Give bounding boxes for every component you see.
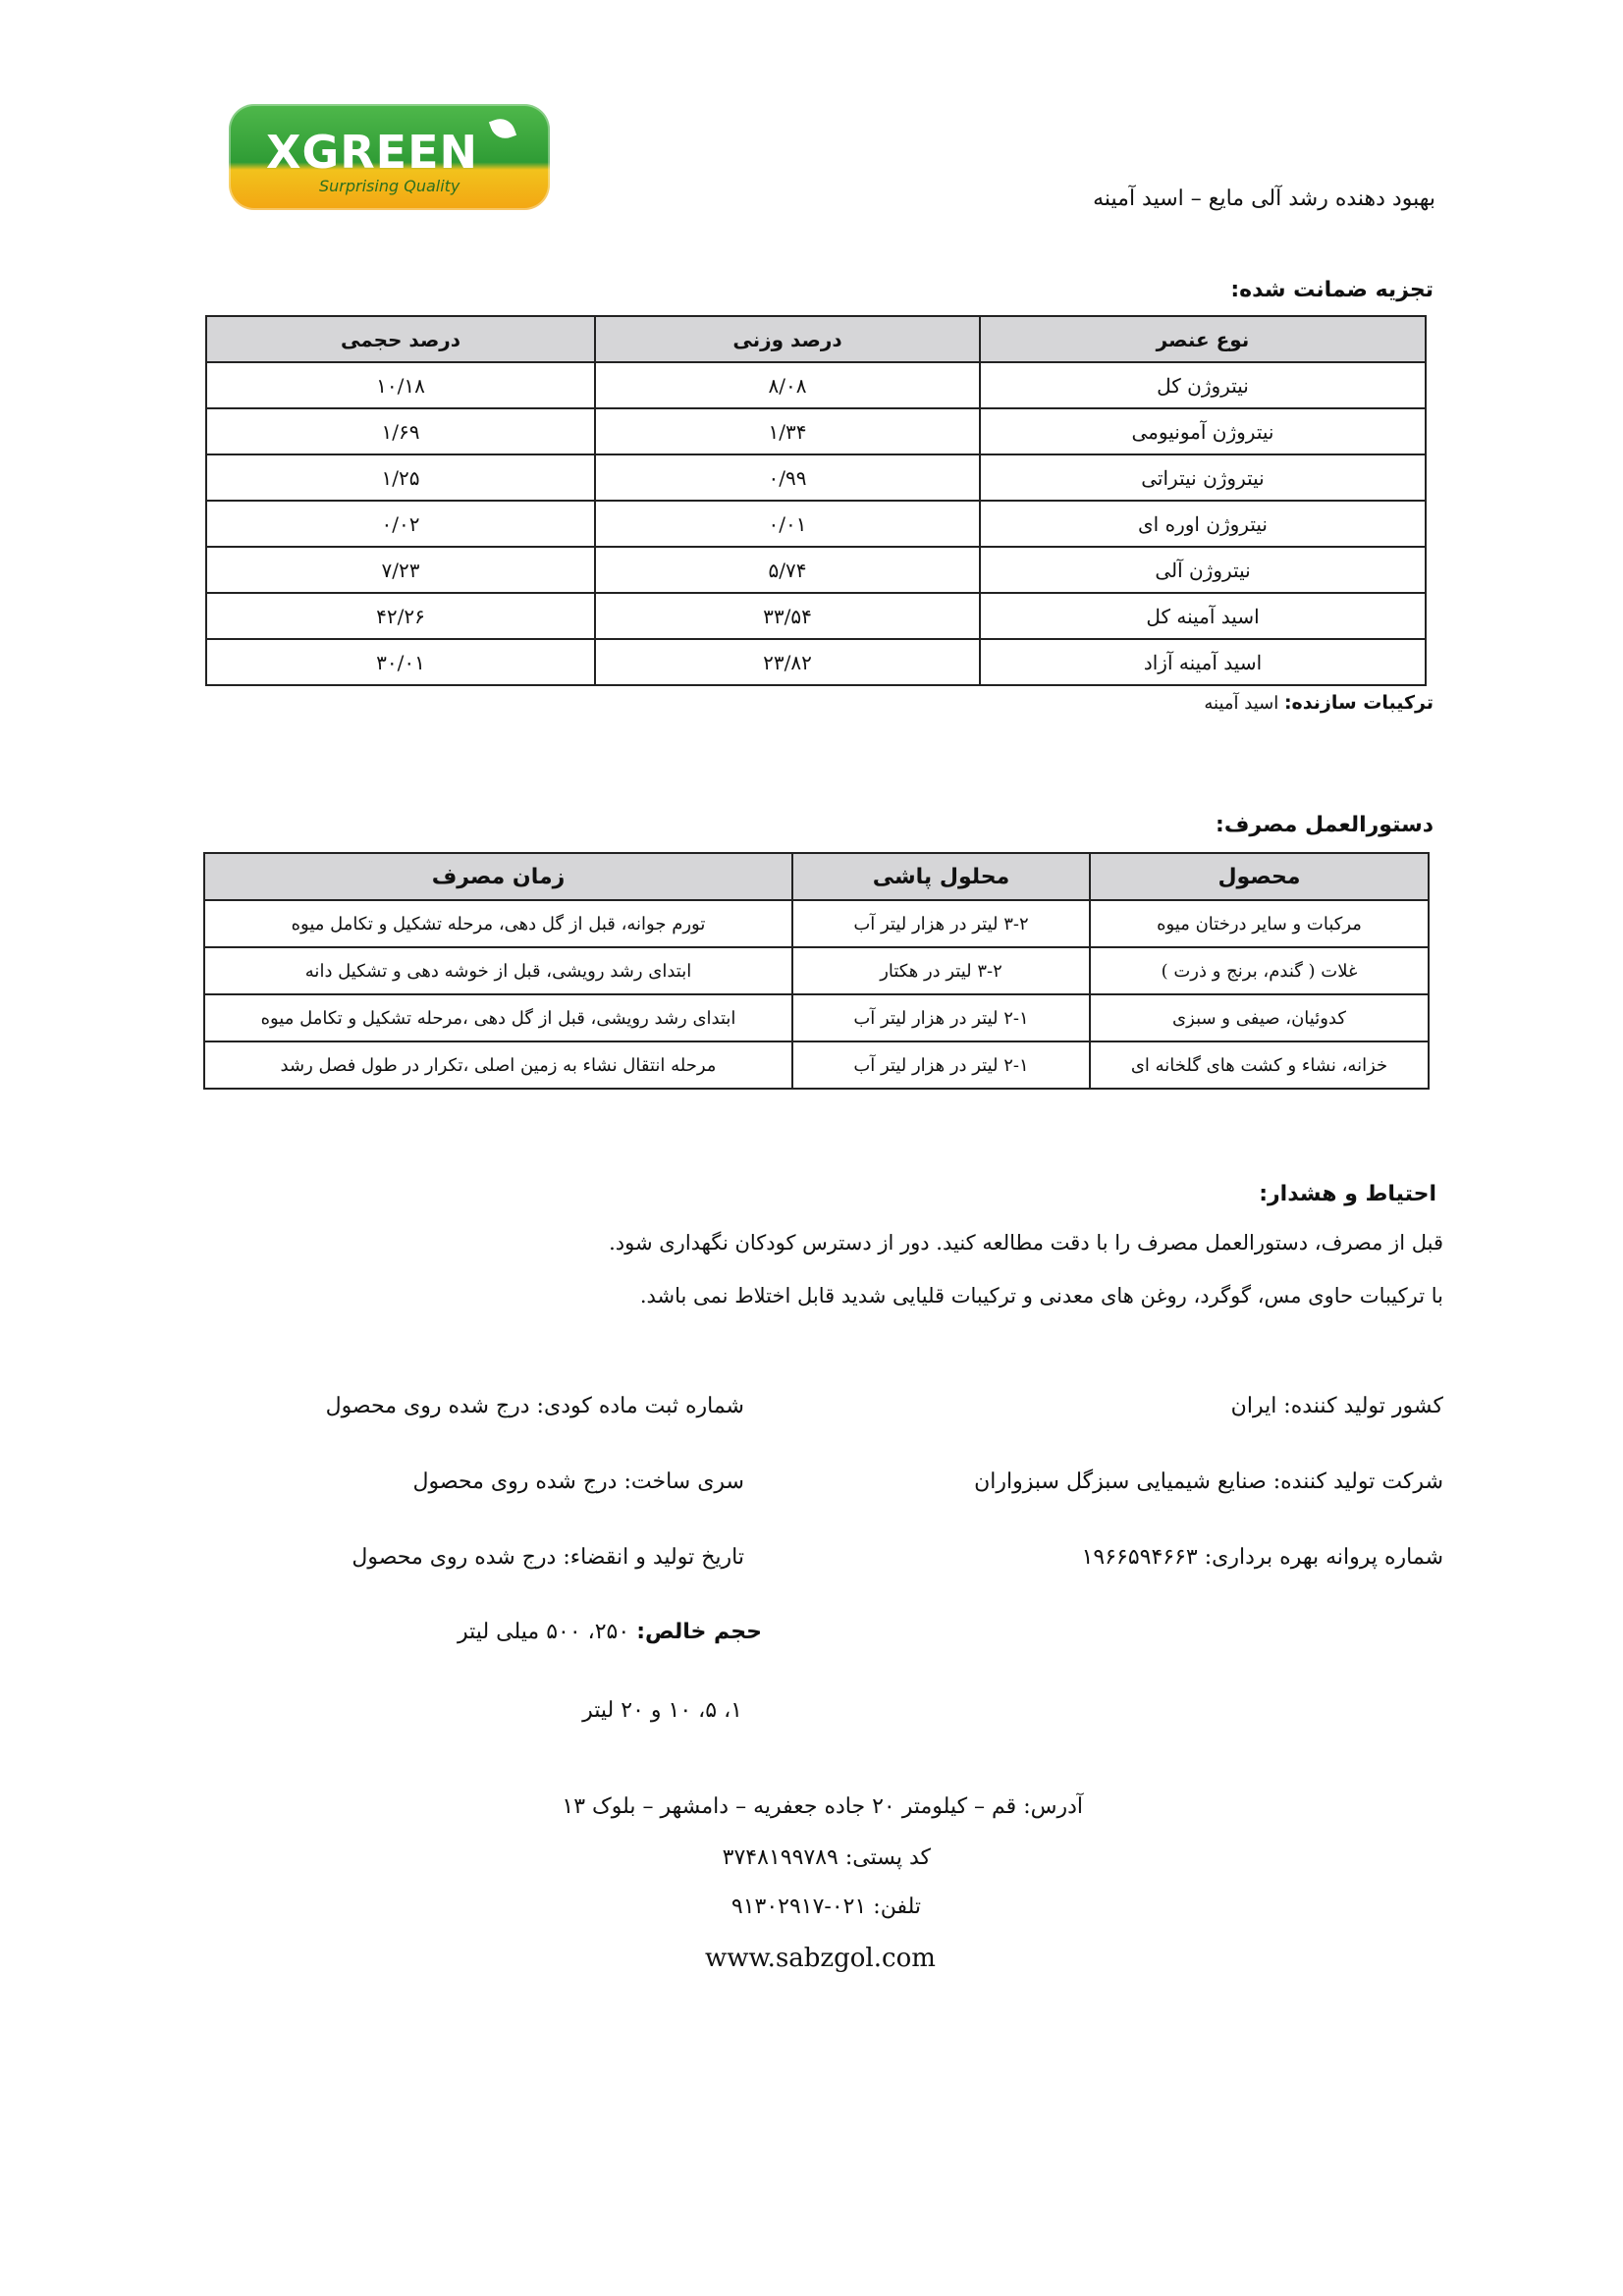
header-weight: درصد وزنی — [595, 316, 980, 362]
logo-brand: XGREEN — [266, 126, 478, 179]
cell: ۲-۱ لیتر در هزار لیتر آب — [792, 1041, 1090, 1089]
cell: ۲-۱ لیتر در هزار لیتر آب — [792, 994, 1090, 1041]
table-row — [206, 362, 1426, 408]
cell: ۱/۲۵ — [206, 454, 595, 501]
cell: ۱/۳۴ — [595, 408, 980, 454]
table-header-row — [206, 316, 1426, 362]
cell: تورم جوانه، قبل از گل دهی، مرحله تشکیل و تکامل میوه — [204, 900, 792, 947]
volume-line-2: ۱، ۵، ۱۰ و ۲۰ لیتر — [582, 1698, 742, 1723]
xgreen-logo — [229, 104, 550, 210]
cell: ۱۰/۱۸ — [206, 362, 595, 408]
license-number: شماره پروانه بهره برداری: ۱۹۶۶۵۹۴۶۶۳ — [1081, 1545, 1443, 1570]
caution-line-1: قبل از مصرف، دستورالعمل مصرف را با دقت مطالعه کنید. دور از دسترس کودکان نگهداری شود. — [609, 1231, 1443, 1255]
cell: اسید آمینه کل — [980, 593, 1426, 639]
cell: ۴۲/۲۶ — [206, 593, 595, 639]
cell: ۰/۹۹ — [595, 454, 980, 501]
table-row — [206, 454, 1426, 501]
address: آدرس: قم – کیلومتر ۲۰ جاده جعفریه – دامشهر – بلوک ۱۳ — [562, 1794, 1083, 1819]
cell: ۳-۲ لیتر در هکتار — [792, 947, 1090, 994]
table-header-row — [204, 853, 1429, 900]
cell: ابتدای رشد رویشی، قبل از گل دهی ،مرحله تشکیل و تکامل میوه — [204, 994, 792, 1041]
table-row — [206, 593, 1426, 639]
table-row — [204, 1041, 1429, 1089]
product-title: بهبود دهنده رشد آلی مایع – اسید آمینه — [1093, 187, 1435, 211]
phone: تلفن: ۰۲۱-۹۱۳۰۲۹۱۷ — [730, 1895, 921, 1919]
table-row — [204, 994, 1429, 1041]
cell: ۵/۷۴ — [595, 547, 980, 593]
cell: مرکبات و سایر درختان میوه — [1090, 900, 1429, 947]
net-volume — [458, 1620, 762, 1644]
cell: غلات ( گندم، برنج و ذرت ) — [1090, 947, 1429, 994]
cell: نیتروژن نیتراتی — [980, 454, 1426, 501]
cell: ۳۰/۰۱ — [206, 639, 595, 685]
header-spray: محلول پاشی — [792, 853, 1090, 900]
cell: ۰/۰۱ — [595, 501, 980, 547]
table-row — [206, 547, 1426, 593]
registration-number: شماره ثبت ماده کودی: درج شده روی محصول — [325, 1394, 744, 1418]
cell: نیتروژن کل — [980, 362, 1426, 408]
company: شرکت تولید کننده: صنایع شیمیایی سبزگل سبزواران — [974, 1469, 1443, 1494]
cell: نیتروژن آمونیومی — [980, 408, 1426, 454]
cell: نیتروژن اوره ای — [980, 501, 1426, 547]
caution-heading: احتیاط و هشدار: — [1259, 1182, 1436, 1206]
batch-number: سری ساخت: درج شده روی محصول — [412, 1469, 744, 1494]
cell: کدوئیان، صیفی و سبزی — [1090, 994, 1429, 1041]
table-row — [206, 408, 1426, 454]
usage-table — [203, 852, 1430, 1090]
table-row — [206, 639, 1426, 685]
cell: ۳-۲ لیتر در هزار لیتر آب — [792, 900, 1090, 947]
ingredients-value: اسید آمینه — [1204, 693, 1279, 714]
postal-code: کد پستی: ۳۷۴۸۱۹۹۷۸۹ — [722, 1845, 931, 1870]
table-row — [206, 501, 1426, 547]
ingredients-label: ترکیبات سازنده: — [1283, 692, 1434, 714]
website-link[interactable]: www.sabzgol.com — [705, 1944, 936, 1973]
cell: ابتدای رشد رویشی، قبل از خوشه دهی و تشکیل دانه — [204, 947, 792, 994]
guaranteed-analysis-table — [205, 315, 1427, 686]
logo-tagline: Surprising Quality — [319, 177, 460, 195]
header-time: زمان مصرف — [204, 853, 792, 900]
cell: ۰/۰۲ — [206, 501, 595, 547]
guaranteed-heading: تجزیه ضمانت شده: — [1230, 278, 1434, 302]
volume-value: ۲۵۰، ۵۰۰ میلی لیتر — [458, 1620, 630, 1644]
header-product: محصول — [1090, 853, 1429, 900]
cell: نیتروژن آلی — [980, 547, 1426, 593]
usage-heading: دستورالعمل مصرف: — [1216, 813, 1434, 837]
production-expiry: تاریخ تولید و انقضاء: درج شده روی محصول — [352, 1545, 744, 1570]
cell: اسید آمینه آزاد — [980, 639, 1426, 685]
table-row — [204, 900, 1429, 947]
country: کشور تولید کننده: ایران — [1230, 1394, 1443, 1418]
header-volume: درصد حجمی — [206, 316, 595, 362]
table-row — [204, 947, 1429, 994]
caution-line-2: با ترکیبات حاوی مس، گوگرد، روغن های معدنی و ترکیبات قلیایی شدید قابل اختلاط نمی باشد. — [639, 1284, 1443, 1308]
cell: ۷/۲۳ — [206, 547, 595, 593]
cell: خزانه، نشاء و کشت های گلخانه ای — [1090, 1041, 1429, 1089]
header-element: نوع عنصر — [980, 316, 1426, 362]
cell: مرحله انتقال نشاء به زمین اصلی ،تکرار در طول فصل رشد — [204, 1041, 792, 1089]
volume-label: حجم خالص: — [636, 1620, 762, 1644]
cell: ۲۳/۸۲ — [595, 639, 980, 685]
cell: ۳۳/۵۴ — [595, 593, 980, 639]
leaf-icon — [489, 115, 516, 142]
ingredients-line — [1204, 692, 1434, 714]
cell: ۱/۶۹ — [206, 408, 595, 454]
cell: ۸/۰۸ — [595, 362, 980, 408]
